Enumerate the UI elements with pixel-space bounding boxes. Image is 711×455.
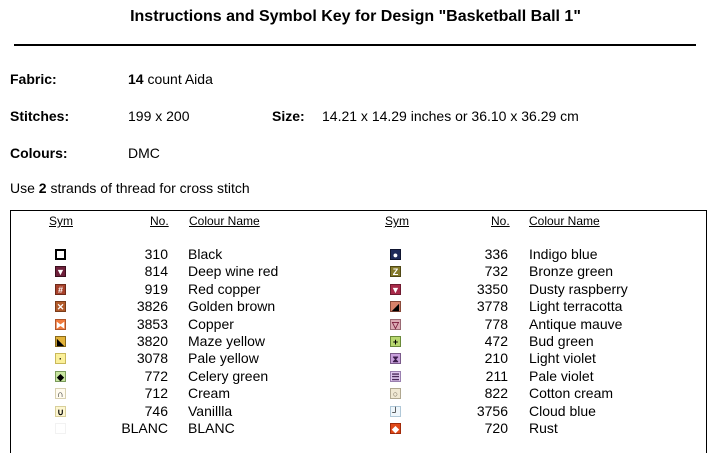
table-row [0,350,711,367]
symbol-glyph: ▼ [56,267,65,277]
diamond-icon [390,423,401,434]
colour-number: 720 [484,420,508,436]
table-row [0,316,711,333]
symbol-glyph: ☰ [391,372,400,382]
header-name-left: Colour Name [189,214,260,228]
colour-name: Maze yellow [188,333,266,349]
symbol-glyph: ⧗ [392,354,399,364]
symbol-glyph: ▽ [392,320,399,330]
colour-number: 746 [144,403,168,419]
symbol-glyph: + [392,337,399,347]
colour-name: Cotton cream [529,385,614,401]
strands-pre: Use [10,180,39,196]
colour-name: Bronze green [529,263,614,279]
colour-number: 712 [144,385,168,401]
plus-icon [390,336,401,347]
header-name-right: Colour Name [529,214,600,228]
fabric-type: count Aida [143,71,213,87]
colour-number: 814 [144,263,168,279]
fabric-value [128,71,213,87]
colour-name: Deep wine red [188,263,279,279]
title-rule [14,44,696,46]
table-row [0,298,711,315]
corner-bracket-icon [390,406,401,417]
colour-number: 210 [484,350,508,366]
colour-number: 3820 [136,333,168,349]
colour-name: Cream [188,385,231,401]
colour-number: 822 [484,385,508,401]
colour-number: 3756 [476,403,508,419]
table-row [0,263,711,280]
hourglass-icon [390,353,401,364]
symbol-glyph: ◆ [392,424,399,434]
colour-name: Copper [188,316,234,332]
colour-number: 3826 [136,298,168,314]
colour-name: Light terracotta [529,298,623,314]
symbol-glyph: ● [392,250,399,260]
colours-value: DMC [128,145,160,161]
colour-number: 3778 [476,298,508,314]
page-title: Instructions and Symbol Key for Design "Basketball Ball 1" [130,8,581,25]
size-value: 14.21 x 14.29 inches or 36.10 x 36.29 cm [322,108,579,124]
header-no-left: No. [150,214,169,228]
colour-number: 211 [485,368,508,384]
strands-post: strands of thread for cross stitch [46,180,250,196]
colour-name: Pale violet [529,368,594,384]
colour-name: Pale yellow [188,350,259,366]
colour-number: 778 [484,316,508,332]
colour-name: Indigo blue [529,246,598,262]
table-row [0,385,711,402]
symbol-glyph: · [59,354,62,364]
colour-number: 3853 [136,316,168,332]
symbol-glyph: Z [392,267,399,277]
table-row [0,403,711,420]
lines-icon [390,371,401,382]
circle-icon [390,249,401,260]
symbol-glyph: ◢ [392,302,399,312]
table-row [0,246,711,263]
symbol-glyph: ✕ [56,302,65,312]
symbol-glyph: ○ [392,389,399,399]
colour-name: Light violet [529,350,596,366]
stitches-label: Stitches: [10,108,70,124]
symbol-glyph: ∪ [57,407,64,417]
table-row [0,333,711,350]
symbol-glyph: # [57,285,63,295]
outline-triangle-icon [390,319,401,330]
strands-count: 2 [38,180,47,196]
strands-note [10,180,250,196]
corner-triangle-icon [390,301,401,312]
table-row [0,420,711,437]
down-triangle-icon [390,284,401,295]
ring-icon [390,388,401,399]
colour-number: 310 [144,246,168,262]
colour-name: Dusty raspberry [529,281,628,297]
table-row [0,368,711,385]
z-letter-icon [390,266,401,277]
colour-name: Black [188,246,223,262]
symbol-glyph: ┘ [392,407,399,417]
size-label: Size: [272,108,305,124]
colour-name: Red copper [188,281,261,297]
colour-number: 3350 [476,281,508,297]
colour-name: Rust [529,420,558,436]
header-no-right: No. [491,214,510,228]
fabric-label: Fabric: [10,71,57,87]
colour-name: Golden brown [188,298,276,314]
colour-number: 336 [484,246,508,262]
symbol-glyph: ◣ [57,337,64,347]
table-row [0,281,711,298]
colour-number: 3078 [136,350,168,366]
colour-number: 772 [144,368,168,384]
colour-name: Antique mauve [529,316,623,332]
header-sym-right: Sym [385,214,409,228]
stitches-value: 199 x 200 [128,108,190,124]
header-sym-left: Sym [49,214,73,228]
colour-number: 732 [484,263,508,279]
symbol-glyph: ∩ [57,389,64,399]
colour-name: Vanillla [188,403,233,419]
colour-name: BLANC [188,420,235,436]
colour-number: 472 [484,333,508,349]
colour-name: Celery green [188,368,269,384]
symbol-glyph: ⧓ [56,320,65,330]
fabric-count: 14 [128,71,144,87]
colour-number: 919 [144,281,168,297]
colours-label: Colours: [10,145,68,161]
colour-name: Bud green [529,333,594,349]
colour-name: Cloud blue [529,403,596,419]
symbol-glyph: ▼ [391,285,400,295]
symbol-glyph: ◆ [57,372,64,382]
colour-number: BLANC [121,420,168,436]
